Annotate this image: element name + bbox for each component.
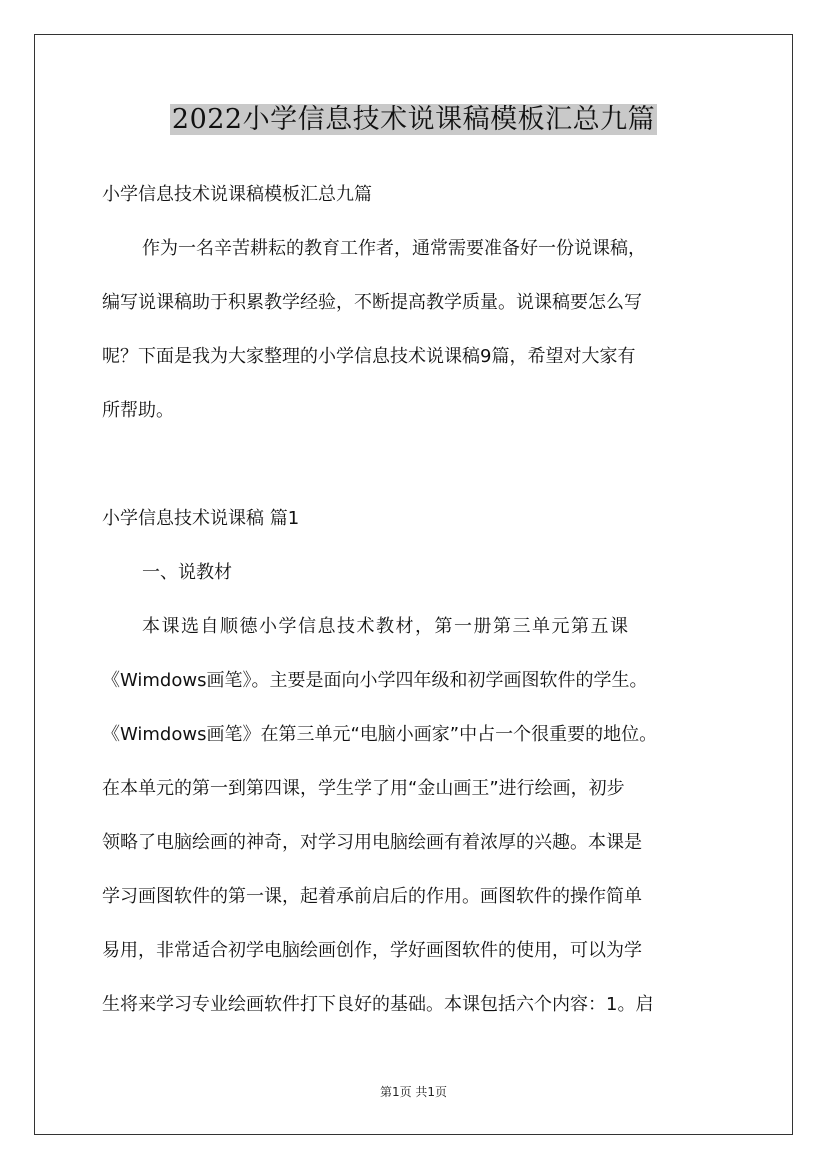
document-title [0, 100, 827, 140]
body-line: 在本单元的第一到第四课，学生学了用“金山画王”进行绘画，初步 [102, 778, 625, 799]
document-title-text: 2022小学信息技术说课稿模板汇总九篇 [171, 104, 656, 135]
body-line: 《Wimdows画笔》在第三单元“电脑小画家”中占一个很重要的地位。 [102, 724, 658, 745]
body-line: 领略了电脑绘画的神奇，对学习用电脑绘画有着浓厚的兴趣。本课是 [102, 832, 642, 853]
subsection-heading: 一、说教材 [142, 562, 232, 583]
subtitle: 小学信息技术说课稿模板汇总九篇 [102, 184, 372, 205]
body-line: 学习画图软件的第一课，起着承前启后的作用。画图软件的操作简单 [102, 886, 642, 907]
body-line: 易用，非常适合初学电脑绘画创作，学好画图软件的使用，可以为学 [102, 940, 642, 961]
body-line: 本课选自顺德小学信息技术教材，第一册第三单元第五课 [142, 616, 630, 637]
page-footer: 第1页 共1页 [379, 1085, 448, 1099]
section-heading: 小学信息技术说课稿 篇1 [102, 508, 300, 529]
intro-line: 呢？下面是我为大家整理的小学信息技术说课稿9篇，希望对大家有 [102, 346, 636, 367]
body-line: 《Wimdows画笔》。主要是面向小学四年级和初学画图软件的学生。 [102, 670, 648, 691]
intro-line: 作为一名辛苦耕耘的教育工作者，通常需要准备好一份说课稿， [142, 238, 646, 259]
intro-line: 编写说课稿助于积累教学经验，不断提高教学质量。说课稿要怎么写 [102, 292, 642, 313]
body-line: 生将来学习专业绘画软件打下良好的基础。本课包括六个内容：1。启 [102, 994, 654, 1015]
intro-line: 所帮助。 [102, 400, 174, 421]
